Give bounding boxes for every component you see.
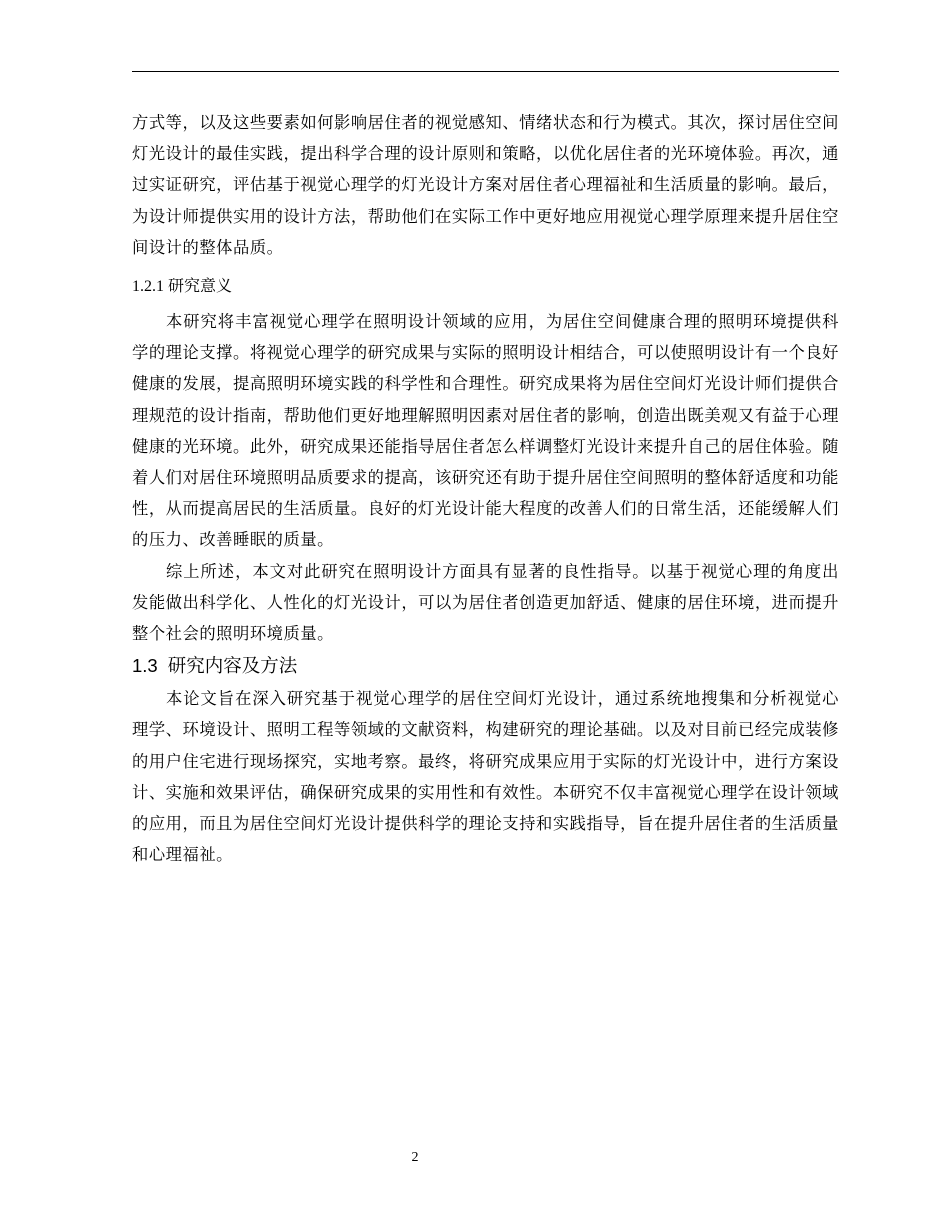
subsection-heading [132, 273, 839, 301]
header-rule [132, 71, 839, 72]
methods-paragraph-1: 本论文旨在深入研究基于视觉心理学的居住空间灯光设计，通过系统地搜集和分析视觉心理学、环境设计、照明工程等领域的文献资料，构建研究的理论基础。以及对目前已经完成装修的用户住宅进行现场探究，实地考察。最终，将研究成果应用于实际的灯光设计中，进行方案设计、实施和效果评估，确保研究成果的实用性和有效性。本研究不仅丰富视觉心理学在设计领域的应用，而且为居住空间灯光设计提供科学的理论支持和实践指导，旨在提升居住者的生活质量和心理福祉。 [132, 689, 839, 865]
subsection-title: 研究意义 [168, 278, 233, 296]
section-number: 1.3 [132, 655, 158, 677]
continuation-paragraph: 方式等，以及这些要素如何影响居住者的视觉感知、情绪状态和行为模式。其次，探讨居住空间灯光设计的最佳实践，提出科学合理的设计原则和策略，以优化居住者的光环境体验。再次，通过实证研究，评估基于视觉心理学的灯光设计方案对居住者心理福祉和生活质量的影响。最后，为设计师提供实用的设计方法，帮助他们在实际工作中更好地应用视觉心理学原理来提升居住空间设计的整体品质。 [132, 113, 839, 257]
section-title: 研究内容及方法 [167, 656, 298, 678]
body-text [132, 107, 839, 870]
section-heading [132, 650, 839, 682]
significance-paragraph-1: 本研究将丰富视觉心理学在照明设计领域的应用，为居住空间健康合理的照明环境提供科学的理论支撑。将视觉心理学的研究成果与实际的照明设计相结合，可以使照明设计有一个良好健康的发展，提高照明环境实践的科学性和合理性。研究成果将为居住空间灯光设计师们提供合理规范的设计指南，帮助他们更好地理解照明因素对居住者的影响，创造出既美观又有益于心理健康的光环境。此外，研究成果还能指导居住者怎么样调整灯光设计来提升自己的居住体验。随着人们对居住环境照明品质要求的提高，该研究还有助于提升居住空间照明的整体舒适度和功能性，从而提高居民的生活质量。良好的灯光设计能大程度的改善人们的日常生活，还能缓解人们的压力、改善睡眠的质量。 [132, 312, 839, 550]
significance-paragraph-2: 综上所述，本文对此研究在照明设计方面具有显著的良性指导。以基于视觉心理的角度出发能做出科学化、人性化的灯光设计，可以为居住者创造更加舒适、健康的居住环境，进而提升整个社会的照明环境质量。 [132, 561, 839, 644]
subsection-number: 1.2.1 [132, 278, 164, 296]
page-number: 2 [411, 1150, 419, 1165]
